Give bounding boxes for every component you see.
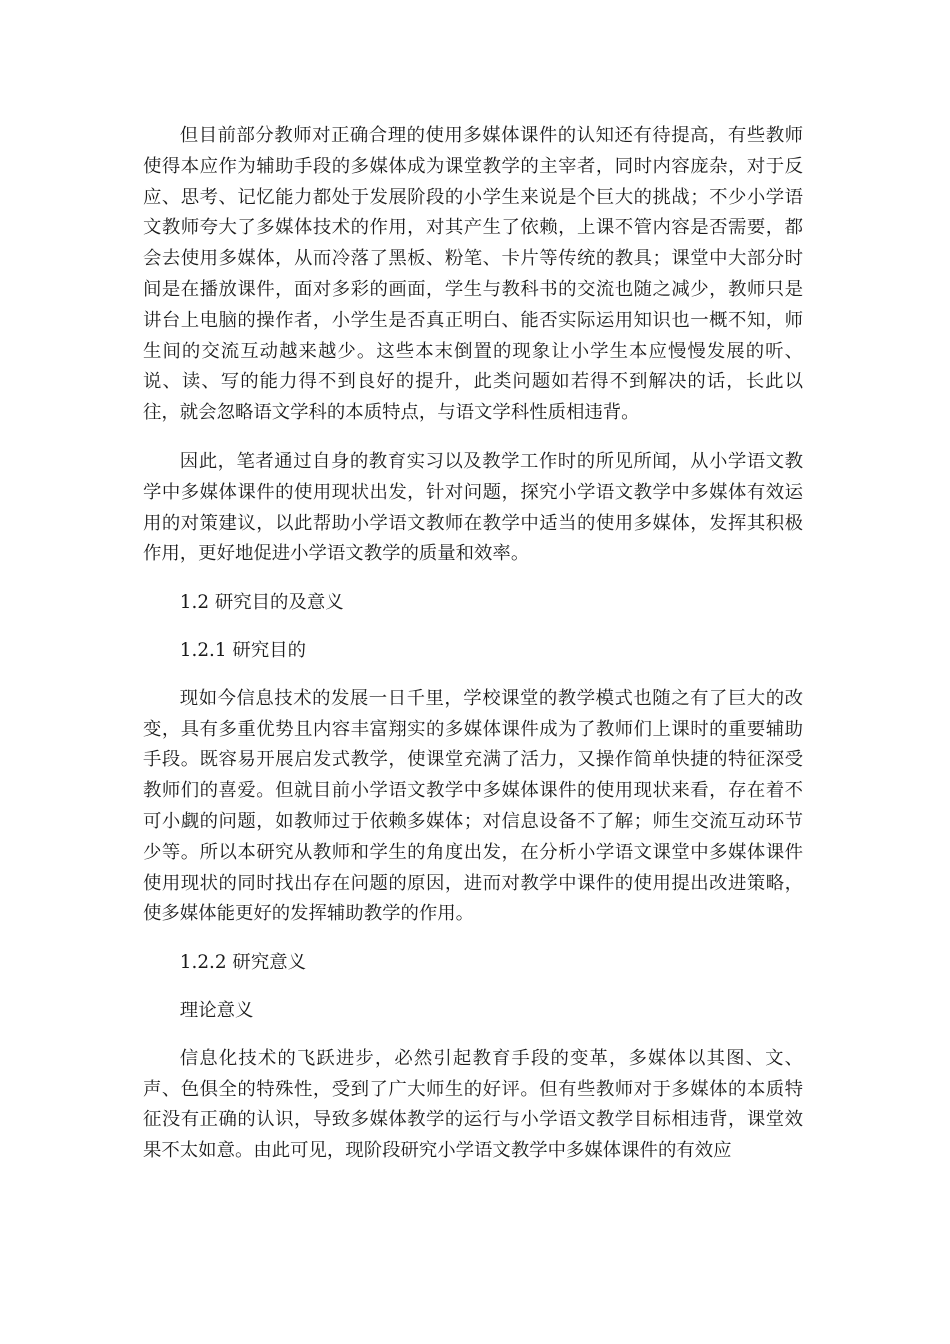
paragraph-research-goal: 现如今信息技术的发展一日千里，学校课堂的教学模式也随之有了巨大的改变，具有多重优势且内容丰富翔实的多媒体课件成为了教师们上课时的重要辅助手段。既容易开展启发式教学，使课堂充满了活力，又操作简单快捷的特征深受教师们的喜爱。但就目前小学语文教学中多媒体课件的使用现状来看，存在着不可小觑的问题，如教师过于依赖多媒体；对信息设备不了解；师生交流互动环节少等。所以本研究从教师和学生的角度出发，在分析小学语文课堂中多媒体课件使用现状的同时找出存在问题的原因，进而对教学中课件的使用提出改进策略，使多媒体能更好的发挥辅助教学的作用。 <box>143 687 803 925</box>
paragraph-misuse-problems: 但目前部分教师对正确合理的使用多媒体课件的认知还有待提高，有些教师使得本应作为辅助手段的多媒体成为课堂教学的主宰者，同时内容庞杂，对于反应、思考、记忆能力都处于发展阶段的小学生来说是个巨大的挑战；不少小学语文教师夸大了多媒体技术的作用，对其产生了依赖，上课不管内容是否需要，都会去使用多媒体，从而冷落了黑板、粉笔、卡片等传统的教具；课堂中大部分时间是在播放课件，面对多彩的画面，学生与教科书的交流也随之减少，教师只是讲台上电脑的操作者，小学生是否真正明白、能否实际运用知识也一概不知，师生间的交流互动越来越少。这些本末倒置的现象让小学生本应慢慢发展的听、说、读、写的能力得不到良好的提升，此类问题如若得不到解决的话，长此以往，就会忽略语文学科的本质特点，与语文学科性质相违背。 <box>143 125 803 424</box>
heading-1-2: 1.2 研究目的及意义 <box>179 592 344 614</box>
heading-1-2-1: 1.2.1 研究目的 <box>179 639 306 661</box>
paragraph-research-purpose-intro: 因此，笔者通过自身的教育实习以及教学工作时的所见所闻，从小学语文教学中多媒体课件的使用现状出发，针对问题，探究小学语文教学中多媒体有效运用的对策建议，以此帮助小学语文教师在教学中适当的使用多媒体，发挥其积极作用，更好地促进小学语文教学的质量和效率。 <box>143 450 803 565</box>
heading-1-2-2: 1.2.2 研究意义 <box>179 952 306 974</box>
heading-theoretical-significance: 理论意义 <box>179 999 254 1021</box>
paragraph-theoretical-significance: 信息化技术的飞跃进步，必然引起教育手段的变革，多媒体以其图、文、声、色俱全的特殊性，受到了广大师生的好评。但有些教师对于多媒体的本质特征没有正确的认识，导致多媒体教学的运行与小学语文教学目标相违背，课堂效果不太如意。由此可见，现阶段研究小学语文教学中多媒体课件的有效应 <box>143 1047 803 1162</box>
document-body <box>143 121 803 1167</box>
